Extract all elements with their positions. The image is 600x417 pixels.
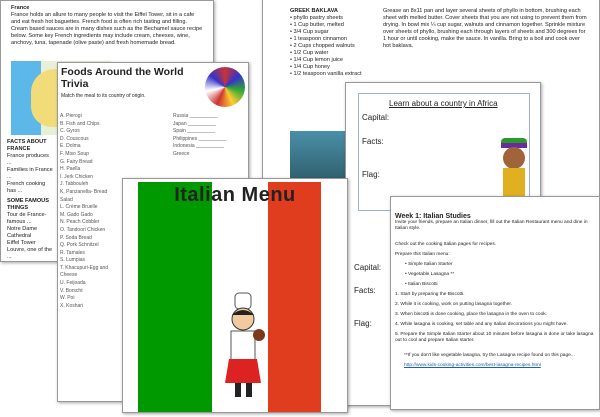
france-intro: France holds an allure to many people to visit the Eiffel Tower, sit in a cafe and eat fresh hot baguettes. French food is often rich tasting and filling. Cream based sauces are in many dishes such as the Bechamel sauce recipe below. Some key French ingredients may include cream, cheeses, wine, anchovy, tuna, tapenade (olive paste) and fresh homemade bread.: [11, 12, 203, 46]
week-check: Check out the cooking Italian pages for recipes.: [395, 242, 497, 247]
food-item: E. Dolma: [60, 143, 81, 150]
country-blank: Greece: [173, 150, 190, 157]
ingredient-item: • 1/4 Cup honey: [290, 64, 330, 70]
fact: French cooking has ...: [7, 181, 46, 194]
country-blank: Philippines __________: [173, 135, 227, 142]
week-title: Week 1: Italian Studies: [395, 213, 471, 220]
facts-heading: FACTS ABOUT FRANCE: [7, 139, 47, 152]
fact: Families in France ...: [7, 167, 53, 180]
country-blank: Russia __________: [173, 113, 218, 119]
africa-card: [358, 93, 530, 211]
week-note: **If you don't like vegetable lasagna, try the Lasagna recipe found on this page...: [404, 353, 575, 358]
recipe-title: GREEK BAKLAVA: [290, 8, 338, 14]
food-item: M. Gado Gado: [60, 211, 93, 218]
facts-label: Facts:: [362, 137, 384, 146]
country-blank: Indonesia __________: [173, 143, 224, 150]
trivia-title: Foods Around the World Trivia: [61, 66, 184, 90]
food-item: X. Koshari: [60, 302, 84, 309]
ingredient-item: • 2 Cups chopped walnuts: [290, 43, 355, 49]
flag-globe-icon: [205, 67, 245, 107]
step-item: 2. While it is cooking, work on putting lasagna together.: [395, 302, 513, 307]
ingredient-item: • 1/2 teaspoon vanilla extract: [290, 71, 362, 77]
france-title: France: [11, 5, 30, 11]
menu-item: • Vegetable Lasagna **: [405, 272, 455, 277]
chef-illustration: [221, 291, 267, 401]
week-prepare: Prepare this Italian menu:: [395, 252, 450, 257]
food-item: H. Paella: [60, 166, 81, 173]
capital-label: Capital:: [362, 113, 390, 122]
menu-item: • Simple Italian Starter: [405, 262, 453, 267]
food-item: Q. Pork Schnitzel: [60, 242, 99, 249]
food-item: R. Tamales: [60, 249, 85, 256]
ingredient-item: • 1 Cup butter, melted: [290, 22, 344, 28]
recipe-directions: Grease an 8x11 pan and layer several sheets of phyllo in bottom, brushing each sheet with melted butter. Cover sheets that you are not using to prevent them from drying. In bowl mix ¼ cup sugar, walnuts and cinnamon together. Sprinkle mixture over sheets of phyllo, brushing each through layers of sheets and 300 degrees for 1 hour or until cooking, make the sauce. In vanilla. Bring to a boil and cook over hot baklava.: [383, 8, 587, 49]
ingredient-item: • 3/4 Cup sugar: [290, 29, 329, 35]
ingredient-item: • 1 teaspoon cinnamon: [290, 36, 348, 42]
food-item: S. Lumpias: [60, 257, 86, 264]
country-blank: Japan __________: [173, 120, 216, 127]
fact: France produces ...: [7, 153, 49, 166]
step-item: 5. Prepare the Simple Italian Starter about 10 minutes before lasagna is done or take lasagna out to cool and prepare Italian starter.: [395, 332, 594, 343]
facts-label-2: Facts:: [354, 286, 376, 295]
trivia-subtitle: Match the meal to its country of origin.: [61, 93, 146, 99]
flag-red-stripe: [268, 182, 321, 412]
step-item: 4. While lasagna is cooking, set table and any Italian decorations you might have.: [395, 322, 568, 327]
food-item: T. Khacupuri-Egg and Cheese: [60, 264, 109, 279]
ingredient-item: • 1/2 Cup water: [290, 50, 329, 56]
italian-menu: [122, 178, 348, 413]
food-item: N. Peach Cobbler: [60, 219, 100, 226]
famous-item: Eiffel Tower: [7, 240, 36, 246]
country-blank: Spain __________: [173, 128, 215, 135]
food-item: O. Tandoori Chicken: [60, 226, 106, 233]
famous-item: Louvre, one of the ...: [7, 247, 53, 260]
famous-item: Tour de France-famous ...: [7, 212, 47, 225]
food-item: G. Fairy Bread: [60, 158, 93, 165]
food-item: D. Couscous: [60, 135, 89, 142]
menu-item: • Italian Biscotti: [405, 282, 438, 287]
famous-heading: SOME FAMOUS THINGS: [7, 198, 49, 211]
food-item: W. Poi: [60, 295, 75, 302]
food-item: F. Miso Soup: [60, 150, 89, 157]
menu-title: Italian Menu: [174, 184, 296, 206]
famous-item: Notre Dame Cathedral: [7, 226, 38, 239]
week-intro: Invite your friends, prepare an Italian dinner, fill out the Italian Restaurant menu and dine in Italian style.: [395, 220, 588, 231]
lasagna-recipes-link[interactable]: http://www.kids-cooking-activities.com/best-lasagna-recipes.html: [404, 363, 541, 368]
ingredient-item: • phyllo pastry sheets: [290, 15, 343, 21]
food-item: U. Feijoada: [60, 280, 86, 287]
food-item: A. Pierogi: [60, 113, 82, 119]
flag-green-stripe: [138, 182, 212, 412]
step-item: 3. When biscotti is done cooking, place the lasagna in the oven to cook.: [395, 312, 547, 317]
food-item: C. Gyros: [60, 128, 80, 135]
food-item: P. Soda Bread: [60, 234, 92, 241]
flag-label: Flag:: [362, 170, 380, 179]
flag-label-2: Flag:: [354, 319, 372, 328]
food-item: V. Borscht: [60, 287, 83, 294]
week-1-italian-studies: [390, 196, 600, 410]
food-item: L. Crème Bruelle: [60, 204, 98, 211]
food-item: J. Tabbouleh: [60, 181, 89, 188]
step-item: 1. Start by preparing the Biscotti.: [395, 292, 465, 297]
capital-label-2: Capital:: [354, 263, 382, 272]
africa-title: Learn about a country in Africa: [389, 99, 498, 108]
food-item: I. Jerk Chicken: [60, 173, 94, 180]
ingredient-item: • 1/4 Cup lemon juice: [290, 57, 343, 63]
food-item: K. Panzanella- Bread Salad: [60, 188, 108, 203]
food-item: B. Fish and Chips: [60, 120, 100, 127]
